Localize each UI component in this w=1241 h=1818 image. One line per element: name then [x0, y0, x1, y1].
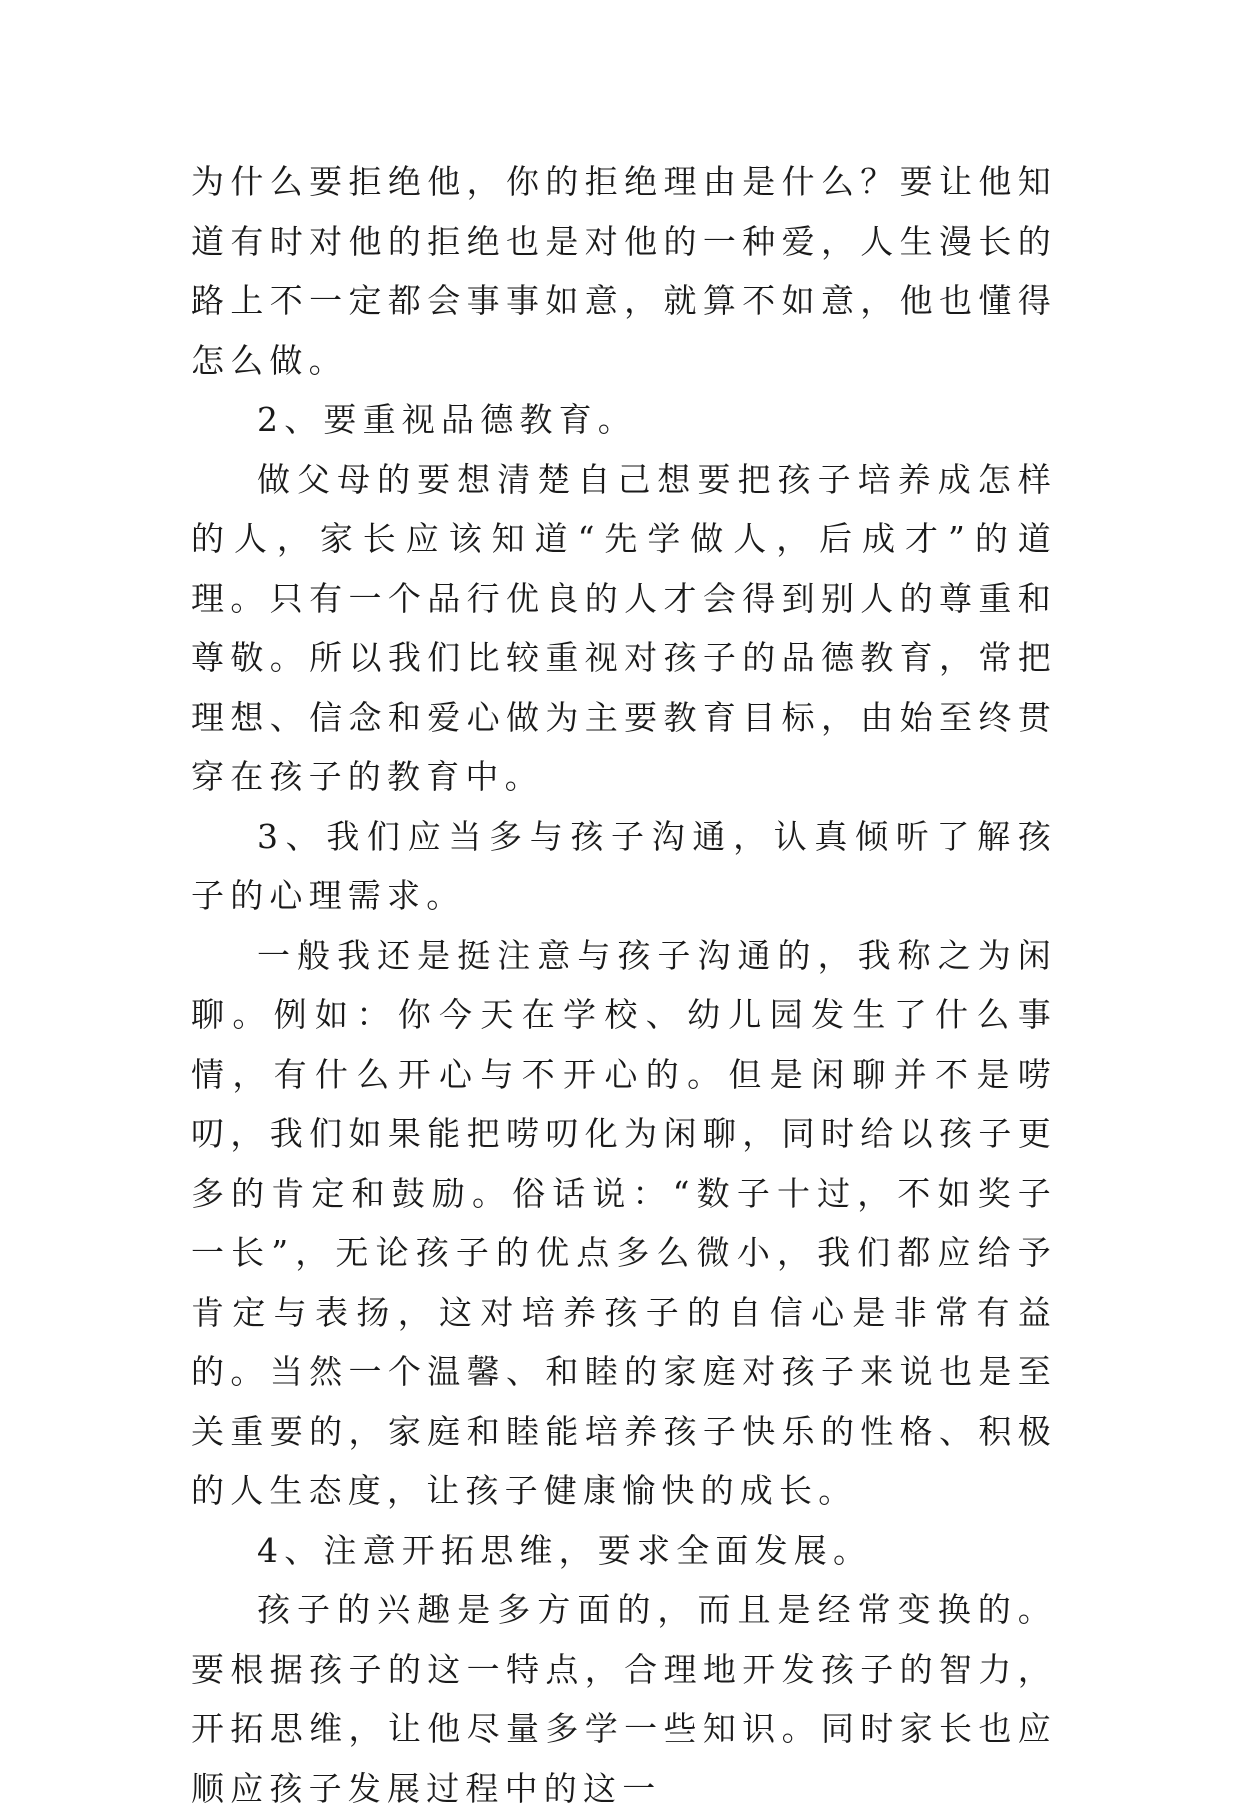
heading-item-3: 3、我们应当多与孩子沟通，认真倾听了解孩子的心理需求。	[191, 816, 1057, 915]
heading-item-4: 4、注意开拓思维，要求全面发展。	[257, 1530, 873, 1570]
paragraph-1: 为什么要拒绝他，你的拒绝理由是什么？要让他知道有时对他的拒绝也是对他的一种爱，人生漫长的路上不一定都会事事如意，就算不如意，他也懂得怎么做。	[191, 162, 1057, 380]
document-body	[191, 152, 1057, 1818]
paragraph-moral-education: 做父母的要想清楚自己想要把孩子培养成怎样的人，家长应该知道“先学做人，后成才”的道理。只有一个品行优良的人才会得到别人的尊重和尊敬。所以我们比较重视对孩子的品德教育，常把理想、信念和爱心做为主要教育目标，由始至终贯穿在孩子的教育中。	[191, 459, 1057, 796]
heading-item-2: 2、要重视品德教育。	[257, 400, 637, 439]
paragraph-thinking: 孩子的兴趣是多方面的，而且是经常变换的。要根据孩子的这一特点，合理地开发孩子的智力，开拓思维，让他尽量多学一些知识。同时家长也应顺应孩子发展过程中的这一	[191, 1590, 1057, 1808]
paragraph-communication: 一般我还是挺注意与孩子沟通的，我称之为闲聊。例如：你今天在学校、幼儿园发生了什么事情，有什么开心与不开心的。但是闲聊并不是唠叨，我们如果能把唠叨化为闲聊，同时给以孩子更多的肯定和鼓励。俗话说：“数子十过，不如奖子一长”，无论孩子的优点多么微小，我们都应给予肯定与表扬，这对培养孩子的自信心是非常有益的。当然一个温馨、和睦的家庭对孩子来说也是至关重要的，家庭和睦能培养孩子快乐的性格、积极的人生态度，让孩子健康愉快的成长。	[191, 935, 1057, 1510]
